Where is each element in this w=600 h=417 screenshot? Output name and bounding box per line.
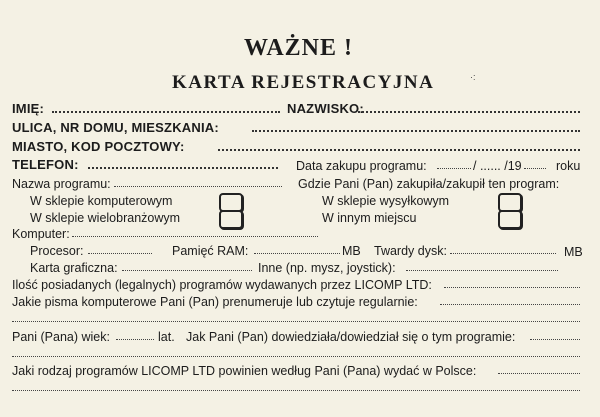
wished-programs-question: Jaki rodzaj programów LICOMP LTD powinien według Pani (Pana) wydać w Polsce: bbox=[12, 364, 477, 378]
processor-label: Procesor: bbox=[30, 244, 84, 258]
option-mail-order-label: W sklepie wysyłkowym bbox=[322, 194, 450, 208]
last-name-label: NAZWISKO: bbox=[287, 101, 364, 116]
decorative-mark: ·: bbox=[470, 72, 476, 82]
option-general-store-checkbox[interactable] bbox=[219, 210, 243, 229]
ram-label: Pamięć RAM: bbox=[172, 244, 249, 258]
first-name-field[interactable] bbox=[52, 111, 280, 113]
disk-unit: MB bbox=[564, 245, 583, 259]
street-field[interactable] bbox=[252, 130, 580, 132]
purchase-date-separator: / ...... /19 bbox=[473, 159, 522, 173]
option-other-place-checkbox[interactable] bbox=[498, 210, 522, 229]
age-suffix: lat. bbox=[158, 330, 175, 344]
other-hardware-label: Inne (np. mysz, joystick): bbox=[258, 261, 396, 275]
purchase-date-suffix: roku bbox=[556, 159, 581, 173]
heard-about-field-continued[interactable] bbox=[12, 356, 580, 357]
where-bought-question: Gdzie Pani (Pan) zakupiła/zakupił ten program: bbox=[298, 177, 560, 191]
other-hardware-field[interactable] bbox=[406, 270, 558, 271]
program-count-question: Ilość posiadanych (legalnych) programów wydawanych przez LICOMP LTD: bbox=[12, 278, 432, 292]
street-label: ULICA, NR DOMU, MIESZKANIA: bbox=[12, 120, 219, 135]
first-name-label: IMIĘ: bbox=[12, 101, 45, 116]
phone-field[interactable] bbox=[88, 167, 278, 169]
disk-field[interactable] bbox=[450, 253, 556, 254]
last-name-field[interactable] bbox=[358, 111, 580, 113]
magazines-question: Jakie pisma komputerowe Pani (Pan) prenumeruje lub czytuje regularnie: bbox=[12, 295, 418, 309]
computer-label: Komputer: bbox=[12, 227, 70, 241]
option-general-store-label: W sklepie wielobranżowym bbox=[30, 211, 181, 225]
heard-about-field[interactable] bbox=[530, 339, 580, 340]
heard-about-question: Jak Pani (Pan) dowiedziała/dowiedział się o tym programie: bbox=[186, 330, 516, 344]
magazines-field[interactable] bbox=[440, 304, 580, 305]
graphics-field[interactable] bbox=[122, 270, 252, 271]
purchase-year-field[interactable] bbox=[524, 168, 546, 169]
program-name-field[interactable] bbox=[114, 186, 282, 187]
purchase-day-field[interactable] bbox=[437, 168, 471, 169]
ram-unit: MB bbox=[342, 244, 361, 258]
page-title: WAŻNE ! bbox=[244, 35, 354, 61]
program-name-label: Nazwa programu: bbox=[12, 177, 111, 191]
disk-label: Twardy dysk: bbox=[374, 244, 447, 258]
option-computer-store-label: W sklepie komputerowym bbox=[30, 194, 173, 208]
city-label: MIASTO, KOD POCZTOWY: bbox=[12, 139, 185, 154]
magazines-field-continued[interactable] bbox=[12, 321, 580, 322]
graphics-label: Karta graficzna: bbox=[30, 261, 118, 275]
age-field[interactable] bbox=[116, 339, 154, 340]
phone-label: TELEFON: bbox=[12, 157, 79, 172]
age-label: Pani (Pana) wiek: bbox=[12, 330, 110, 344]
wished-programs-field[interactable] bbox=[498, 373, 580, 374]
ram-field[interactable] bbox=[254, 253, 340, 254]
computer-field[interactable] bbox=[72, 236, 318, 237]
purchase-date-label: Data zakupu programu: bbox=[296, 159, 427, 173]
form-subtitle: KARTA REJESTRACYJNA bbox=[172, 72, 435, 93]
program-count-field[interactable] bbox=[444, 287, 580, 288]
processor-field[interactable] bbox=[88, 253, 152, 254]
wished-programs-field-continued[interactable] bbox=[12, 390, 580, 391]
city-field[interactable] bbox=[218, 149, 580, 151]
option-other-place-label: W innym miejscu bbox=[322, 211, 417, 225]
